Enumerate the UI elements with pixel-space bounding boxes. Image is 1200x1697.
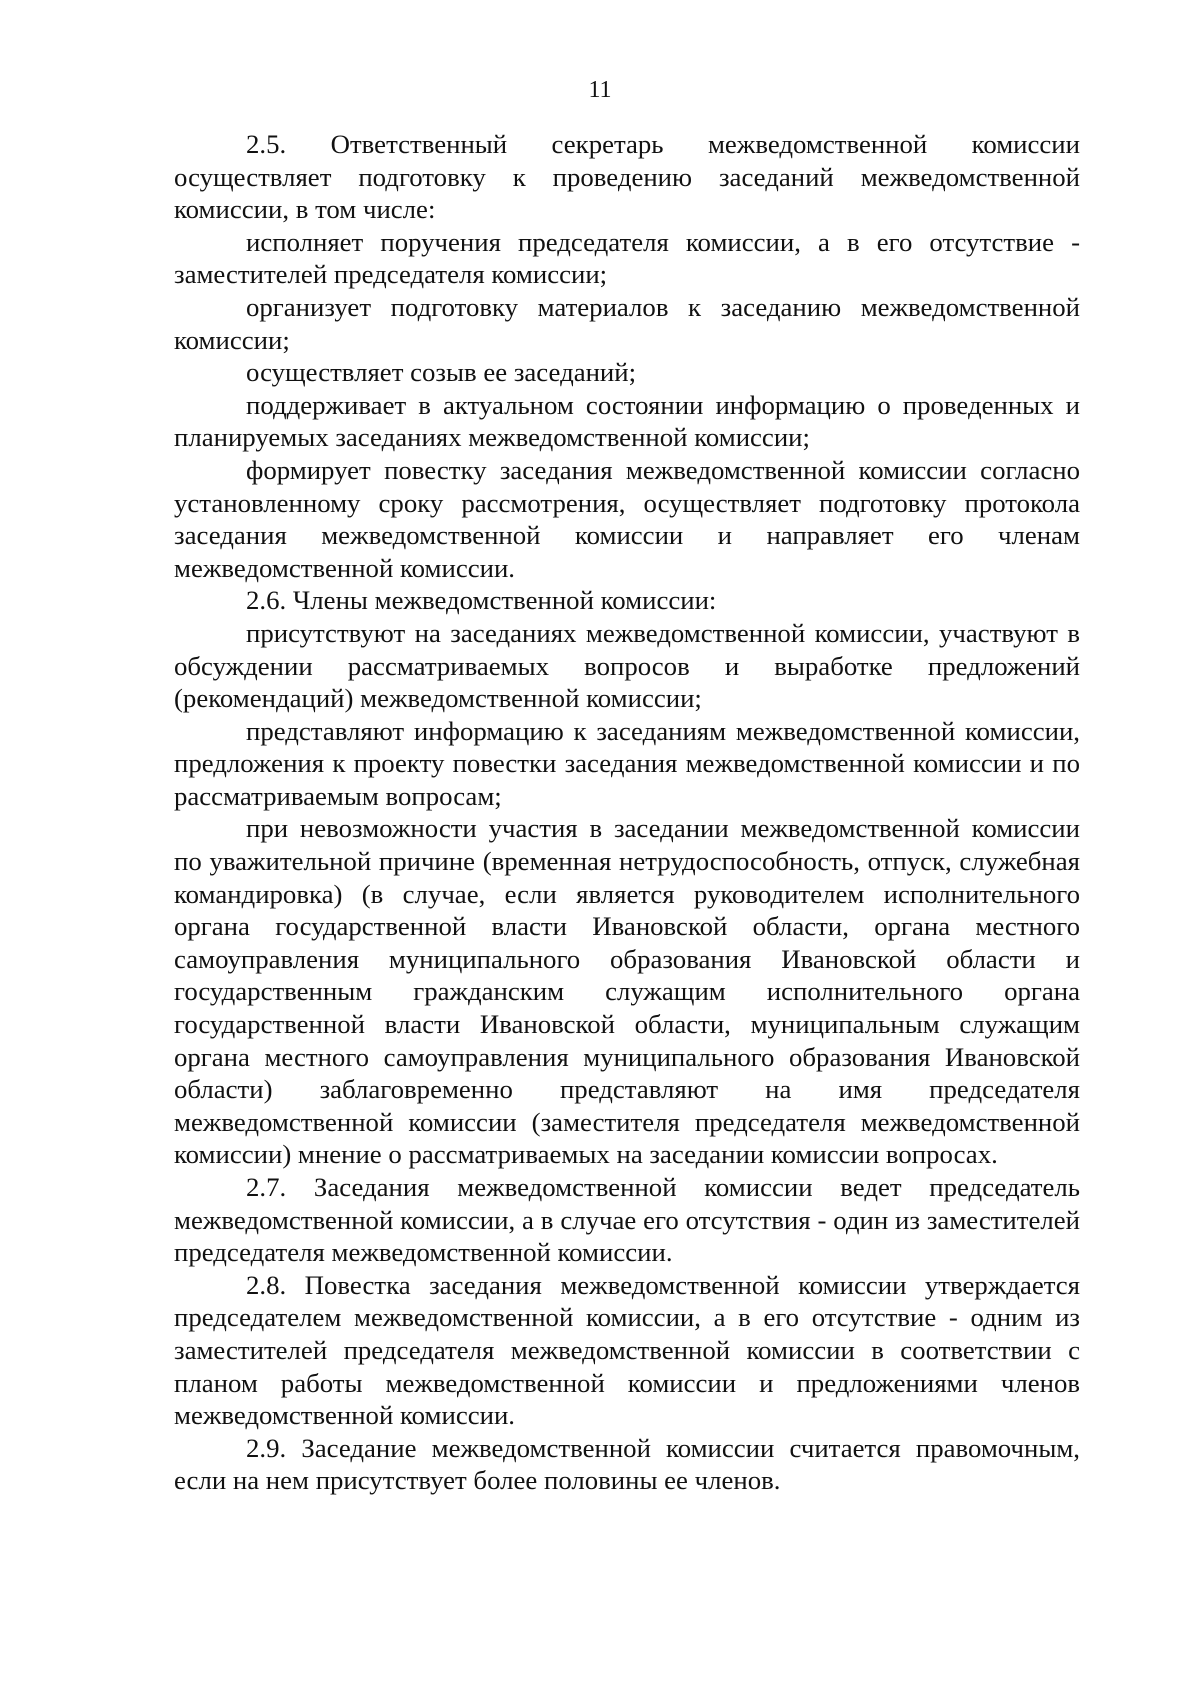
- paragraph-item-maintains-information: поддерживает в актуальном состоянии информацию о проведенных и планируемых заседаниях межведомственной комиссии;: [174, 389, 1080, 453]
- paragraph-item-forms-agenda: формирует повестку заседания межведомственной комиссии согласно установленному сроку рассмотрения, осуществляет подготовку протокола заседания межведомственной комиссии и направляет его членам межведомственной комиссии.: [174, 454, 1080, 583]
- paragraph-item-executes-orders: исполняет поручения председателя комиссии, а в его отсутствие - заместителей председателя комиссии;: [174, 226, 1080, 290]
- paragraph-item-absence-opinion: при невозможности участия в заседании межведомственной комиссии по уважительной причине (временная нетрудоспособность, отпуск, служебная командировка) (в случае, если является руководителем исполнительного органа государственной власти Ивановской области, органа местного самоуправления муниципального образования Ивановской области и государственным гражданским служащим исполнительного органа государственной власти Ивановской области, муниципальным служащим органа местного самоуправления муниципального образования Ивановской области) заблаговременно представляют на имя председателя межведомственной комиссии (заместителя председателя межведомственной комиссии) мнение о рассматриваемых на заседании комиссии вопросах.: [174, 813, 1080, 1170]
- document-body: [174, 128, 1080, 1497]
- paragraph-item-convenes-meetings: осуществляет созыв ее заседаний;: [246, 357, 637, 388]
- paragraph-2-5: 2.5. Ответственный секретарь межведомственной комиссии осуществляет подготовку к проведению заседаний межведомственной комиссии, в том числе:: [174, 129, 1080, 225]
- page-number: 11: [588, 77, 612, 103]
- paragraph-item-submit-information: представляют информацию к заседаниям межведомственной комиссии, предложения к проекту повестки заседания межведомственной комиссии и по рассматриваемым вопросам;: [174, 715, 1080, 811]
- paragraph-2-6: 2.6. Члены межведомственной комиссии:: [246, 585, 717, 616]
- paragraph-2-7: 2.7. Заседания межведомственной комиссии ведет председатель межведомственной комиссии, а в случае его отсутствия - один из заместителей председателя межведомственной комиссии.: [174, 1172, 1080, 1268]
- paragraph-item-organizes-materials: организует подготовку материалов к заседанию межведомственной комиссии;: [174, 291, 1080, 355]
- paragraph-2-9: 2.9. Заседание межведомственной комиссии считается правомочным, если на нем присутствует более половины ее членов.: [174, 1432, 1080, 1496]
- paragraph-item-attend-meetings: присутствуют на заседаниях межведомственной комиссии, участвуют в обсуждении рассматриваемых вопросов и выработке предложений (рекомендаций) межведомственной комиссии;: [174, 617, 1080, 714]
- paragraph-2-8: 2.8. Повестка заседания межведомственной комиссии утверждается председателем межведомственной комиссии, а в его отсутствие - одним из заместителей председателя межведомственной комиссии в соответствии с планом работы межведомственной комиссии и предложениями членов межведомственной комиссии.: [174, 1269, 1080, 1431]
